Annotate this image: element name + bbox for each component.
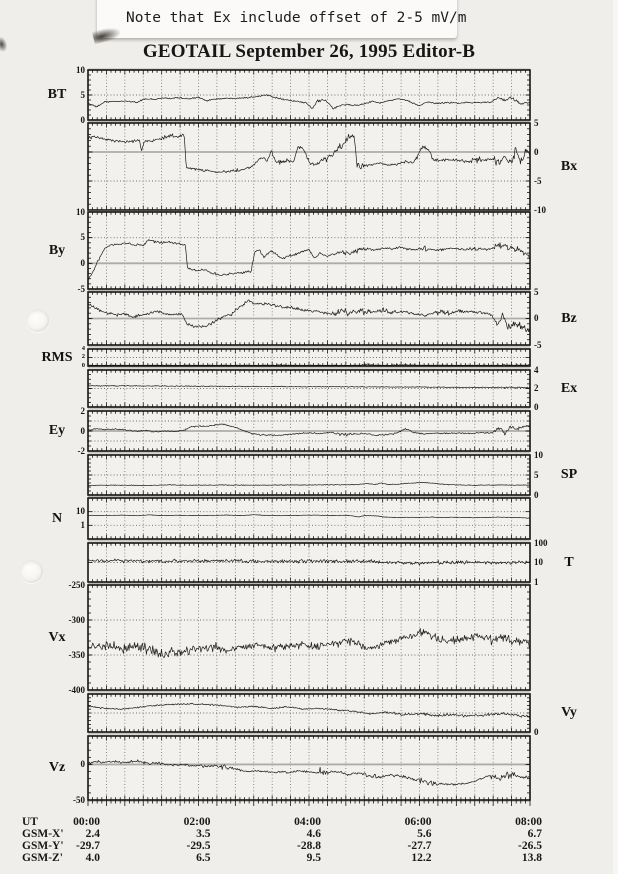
panel-ex-ytick: 4 [534, 364, 539, 375]
note-text: Note that Ex include offset of 2-5 mV/m [126, 10, 467, 26]
panel-by-ytick: 0 [80, 257, 85, 268]
panel-bz [88, 292, 530, 345]
panel-bt [88, 70, 530, 120]
panel-sp [88, 455, 530, 495]
panel-vy [88, 694, 530, 732]
panel-t-ytick: 1 [534, 576, 539, 587]
panel-t-ytick: 100 [534, 537, 548, 548]
panel-bt-ytick: 5 [80, 89, 85, 100]
panel-sp-ytick: 5 [534, 469, 539, 480]
panel-vx-ytick: -250 [68, 579, 85, 590]
note-strip [97, 0, 467, 38]
ephemeris-row-label: UT [22, 816, 38, 828]
ephemeris-cell: 2.4 [85, 828, 100, 840]
panel-bz-ytick: -5 [534, 339, 542, 350]
panel-n [88, 498, 530, 539]
panel-bt-ytick: 0 [80, 114, 85, 125]
panel-bx-ytick: -10 [534, 204, 546, 215]
panel-bz-ytick: 0 [534, 313, 539, 323]
hole-punch [26, 309, 49, 332]
panel-rms-ytick: 2 [81, 353, 85, 361]
panel-by-plot [81, 205, 537, 296]
ephemeris-cell: 9.5 [306, 852, 321, 864]
ephemeris-row-label: GSM-Y' [22, 840, 64, 852]
ephemeris-cell: 02:00 [183, 816, 211, 828]
panel-ey-ytick: -2 [77, 445, 85, 456]
panel-bx-ytick: 5 [534, 117, 539, 128]
panel-bz-label: Bz [561, 310, 577, 326]
panel-ex-label: Ex [560, 380, 578, 396]
ephemeris-cell: -26.5 [518, 840, 542, 852]
panel-bx-plot [81, 116, 537, 217]
panel-vx-label: Vx [48, 629, 66, 645]
panel-vx-plot [81, 578, 537, 697]
panel-bt-label: BT [47, 87, 67, 102]
ephemeris-cell: 4.0 [85, 852, 100, 864]
panel-by-ytick: 5 [80, 232, 85, 243]
panel-ey-ytick: 2 [80, 405, 85, 416]
panel-vz-label: Vz [48, 760, 66, 775]
panel-n-ytick: 1 [80, 519, 85, 530]
ephemeris-cell: 04:00 [294, 816, 321, 828]
panel-sp-ytick: 0 [534, 489, 539, 500]
panel-vz-plot [81, 729, 537, 807]
panel-by-ytick: -5 [77, 283, 85, 294]
panel-vx [88, 585, 530, 690]
panel-t-ytick: 10 [534, 557, 543, 567]
panel-t-label: T [564, 554, 574, 570]
ephemeris-cell: -29.7 [76, 840, 100, 852]
ephemeris-cell: 13.8 [521, 852, 542, 864]
panel-by-ytick: 10 [76, 206, 85, 217]
panel-n-label: N [51, 510, 63, 526]
panel-ey-ytick: 0 [80, 425, 85, 436]
panel-sp-label: SP [560, 467, 578, 482]
ephemeris-cell: 00:00 [73, 816, 100, 828]
panel-by [88, 212, 530, 289]
panel-vx-ytick: -300 [68, 614, 85, 625]
panel-rms-ytick: 0 [81, 361, 85, 369]
panel-vy-ytick: 0 [534, 726, 539, 737]
panel-vz [88, 736, 530, 800]
ephemeris-cell: 6.5 [196, 852, 211, 864]
panel-ex [88, 370, 530, 407]
panel-vy-label: Vy [561, 705, 577, 720]
panel-vx-ytick: -400 [68, 684, 85, 695]
ephemeris-cell: 4.6 [306, 828, 321, 840]
panel-vx-ytick: -350 [68, 649, 85, 660]
panel-ex-ytick: 2 [534, 383, 539, 393]
ephemeris-cell: 5.6 [417, 828, 432, 840]
panel-rms-ytick: 4 [81, 344, 85, 352]
panel-bz-ytick: 5 [534, 286, 539, 297]
panel-sp-ytick: 10 [534, 449, 543, 460]
panel-bx [88, 123, 530, 210]
ephemeris-cell: -29.5 [186, 840, 211, 852]
ephemeris-cell: -27.7 [407, 840, 432, 852]
ephemeris-row-label: GSM-X' [22, 828, 64, 840]
ephemeris-cell: -28.8 [297, 840, 321, 852]
panel-bt-ytick: 10 [76, 64, 85, 75]
panel-ey-label: Ey [48, 423, 66, 438]
ephemeris-cell: 3.5 [196, 828, 211, 840]
panel-bx-ytick: -5 [534, 175, 542, 186]
panel-by-label: By [48, 242, 66, 258]
panel-ex-ytick: 0 [534, 401, 539, 412]
ephemeris-cell: 6.7 [527, 828, 542, 840]
panel-bx-label: Bx [560, 158, 578, 174]
panel-vz-ytick: -50 [73, 794, 85, 805]
ephemeris-row-label: GSM-Z' [22, 852, 63, 864]
ephemeris-cell: 12.2 [411, 852, 432, 864]
panel-vz-ytick: 0 [80, 758, 85, 769]
ephemeris-cell: 08:00 [515, 816, 542, 828]
panel-t [88, 543, 530, 582]
panel-n-ytick: 10 [76, 506, 85, 517]
panel-ey [88, 411, 530, 451]
panel-rms-label: RMS [41, 349, 73, 365]
chart-title: GEOTAIL September 26, 1995 Editor-B [142, 41, 476, 62]
ephemeris-cell: 06:00 [404, 816, 432, 828]
scan-edge-band [613, 0, 618, 874]
panel-bx-ytick: 0 [534, 146, 539, 157]
